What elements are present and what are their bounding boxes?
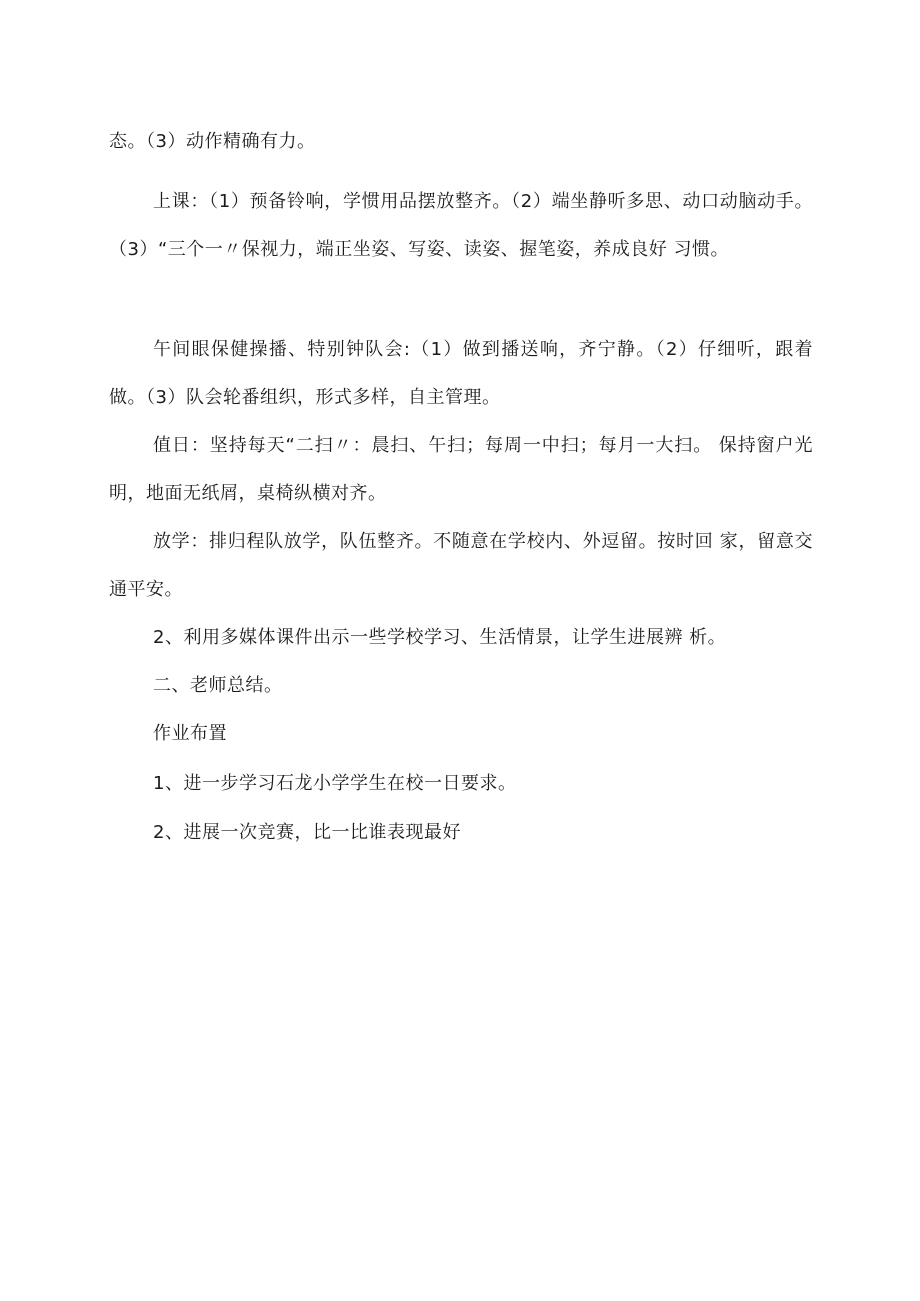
- paragraph-class-rules: 上课：（1）预备铃响，学惯用品摆放整齐。（2）端坐静听多思、动口动脑动手。（3）“三个一〃保视力，端正坐姿、写姿、读姿、握笔姿，养成良好 习惯。: [109, 191, 813, 260]
- section-heading-homework: 作业布置: [153, 723, 227, 744]
- section-heading-summary: 二、老师总结。: [153, 675, 283, 696]
- paragraph-dismissal-rules: 放学：排归程队放学，队伍整齐。不随意在学校内、外逗留。按时回 家，留意交通平安。: [109, 531, 813, 600]
- paragraph-noon-rules: 午间眼保健操播、特别钟队会:（1）做到播送响，齐宁静。（2）仔细听，跟着做。（3）队会轮番组织，形式多样，自主管理。: [109, 339, 813, 408]
- paragraph-duty-rules: 值日：坚持每天“二扫〃：晨扫、午扫；每周一中扫；每月一大扫。 保持窗户光明，地面无纸屑，桌椅纵横对齐。: [109, 435, 813, 504]
- paragraph-posture-ending: 态。（3）动作精确有力。: [109, 131, 316, 152]
- homework-item-1: 1、进一步学习石龙小学学生在校一日要求。: [153, 773, 517, 794]
- paragraph-multimedia: 2、利用多媒体课件出示一些学校学习、生活情景，让学生进展辨 析。: [153, 627, 727, 648]
- homework-item-2: 2、进展一次竞赛，比一比谁表现最好: [153, 822, 461, 843]
